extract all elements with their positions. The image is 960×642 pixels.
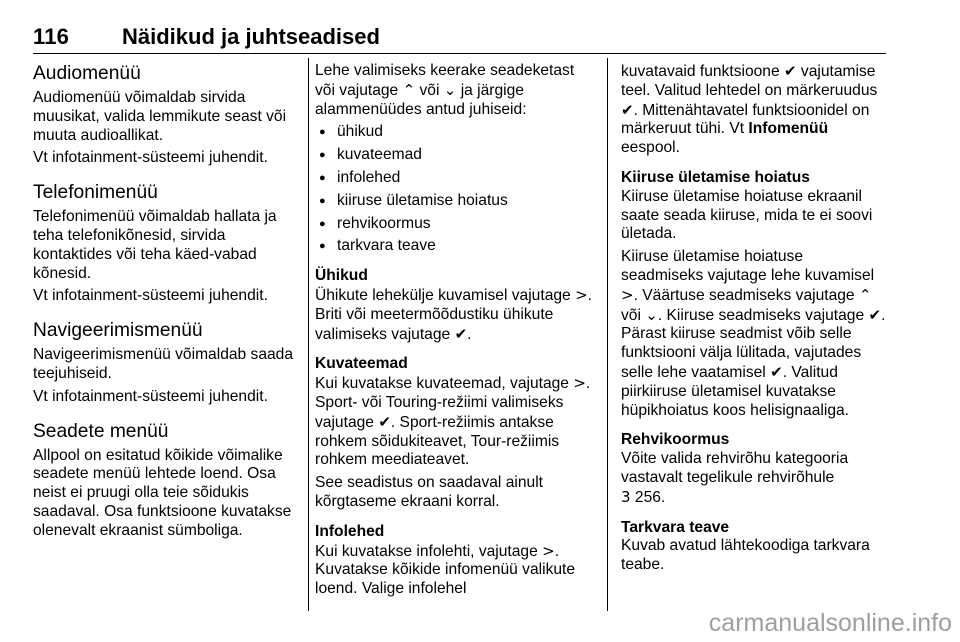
subsection-tire-load [621,431,887,507]
column-3 [621,62,887,579]
text: . Briti või meetermõõdustiku ühikute valimiseks vajutage [315,286,592,343]
text: . Sport-režiimis antakse rohkem sõidukiteavet, Tour-režiimis rohkem meediateavet. [315,413,560,469]
paragraph: Audiomenüü võimaldab sirvida muusikat, valida lemmikute seast või muuta audioallikat. [33,89,287,144]
settings-pages-list [315,123,594,256]
watermark: carmanualsonline.info [708,609,952,637]
subsection-title: Kuvateemad [315,355,408,373]
section-settings-menu [33,420,301,541]
subsection-title: Rehvikoormus [621,431,730,449]
list-item: ● tarkvara teave [315,237,594,256]
page-header [33,24,886,52]
section-title: Telefonimenüü [33,182,158,204]
chevron-down-icon: ⌄ [443,80,457,99]
section-title: Audiomenüü [33,63,141,84]
paragraph: Vt infotainment-süsteemi juhendit. [33,287,268,305]
checkmark-icon: ✔ [770,362,783,381]
column-divider-2 [607,58,608,611]
list-item: ● ühikud [315,123,594,142]
text: . Sport- või Touring-režiimi valimiseks vajutage [315,375,591,431]
list-item: ● infolehed [315,169,594,188]
text: Kui kuvatakse infolehti, vajutage [315,542,538,560]
list-item: ● rehvikoormus [315,215,594,234]
text: või [621,306,641,324]
text: Võite valida rehvirõhu kategooria vastavalt tegelikule rehvirõhule [621,450,849,486]
checkmark-icon: ✔ [378,412,391,431]
paragraph: See seadistus on saadaval ainult kõrgtaseme ekraani korral. [315,474,543,510]
text: Ühikute lehekülje kuvamisel vajutage [315,286,571,304]
section-audio-menu [33,62,301,168]
section-phone-menu [33,181,301,306]
text: . Kuvatakse kõikide infomenüü valikute loend. Valige infolehel [315,542,576,598]
text: . Valitud piirkiiruse ületamisel kuvatakse hüpikhoiatus koos helisignaaliga. [621,363,849,419]
paragraph [315,542,594,599]
checkmark-icon: ✔ [621,100,634,119]
subsection-software-info [621,519,887,575]
subsection-speed-warning [621,169,887,420]
chevron-right-icon: > [621,285,634,304]
paragraph [621,450,887,507]
text: Kui kuvatakse kuvateemad, vajutage [315,375,569,393]
paragraph [621,248,887,420]
subsection-title: Tarkvara teave [621,518,730,536]
header-rule [33,53,886,54]
chevron-right-icon: > [575,285,588,304]
subsection-title: Ühikud [315,267,368,285]
chevron-right-icon: > [573,374,586,393]
subsection-title: Kiiruse ületamise hoiatus [621,168,810,186]
chevron-right-icon: > [542,541,555,560]
list-item: ● kuvateemad [315,146,594,165]
chevron-up-icon: ⌃ [858,285,872,304]
paragraph [315,374,594,470]
checkmark-icon: ✔ [454,324,468,343]
paragraph [315,286,594,344]
paragraph: Kiiruse ületamise hoiatuse ekraanil saate seada kiiruse, mida te ei soovi ületada. [621,187,873,243]
text: . Kiiruse seadmiseks vajutage [657,306,865,324]
paragraph: Allpool on esitatud kõikide võimalike seadete menüü lehtede loend. Osa neist ei pruugi olla teie sõidukis saadaval. Osa funktsioone kuvatakse olenevalt ekraanist sümboliga. [33,446,292,539]
column-divider-1 [308,58,309,611]
subsection-themes [315,355,594,511]
chevron-up-icon: ⌃ [402,80,416,99]
subsection-info-pages [315,523,594,599]
text: Kiiruse ületamise hoiatuse seadmiseks vajutage lehe kuvamisel [621,248,875,284]
paragraph: Vt infotainment-süsteemi juhendit. [33,149,268,167]
subsection-title: Infolehed [315,522,385,540]
checkmark-icon: ✔ [868,305,882,324]
section-title: Seadete menüü [33,420,169,442]
section-navigation-menu [33,319,301,406]
page-reference: 256. [634,488,666,506]
cross-reference: Infomenüü [748,120,829,138]
page-number: 116 [33,24,70,49]
paragraph [315,62,594,119]
page-reference-icon: 3 [621,487,631,506]
section-title: Navigeerimismenüü [33,320,203,342]
chapter-title: Näidikud ja juhtseadised [122,24,380,49]
text: Lehe valimiseks keerake seadeketast või vajutage [315,62,575,99]
text: . Pärast kiiruse seadmist võib selle funktsiooni välja lülitada, vajutades selle lehe vaatamisel [621,306,886,381]
column-2 [315,62,594,603]
text: eespool. [621,139,680,157]
paragraph: Kuvab avatud lähtekoodiga tarkvara teabe. [621,537,870,574]
text: . Mittenähtavatel funktsioonidel on märkeruut tühi. Vt [621,101,870,138]
text: või [419,81,440,99]
checkmark-icon: ✔ [783,62,797,80]
text: . [467,325,472,343]
subsection-units [315,267,594,344]
paragraph: Vt infotainment-süsteemi juhendit. [33,387,268,405]
chevron-down-icon: ⌄ [645,305,658,324]
text: vajutamise teel. Valitud lehtedel on märkeruudus [621,63,878,99]
paragraph [621,62,887,158]
text: ja järgige alammenüüdes antud juhiseid: [315,81,527,118]
text: . Väärtuse seadmiseks vajutage [633,286,855,304]
paragraph: Telefonimenüü võimaldab hallata ja teha telefonikõnesid, sirvida kontaktides või teha käed-vabad kõnesid. [33,208,277,282]
column-1 [33,62,301,545]
list-item: ● kiiruse ületamise hoiatus [315,192,594,211]
text: kuvatavaid funktsioone [621,63,780,80]
paragraph: Navigeerimismenüü võimaldab saada teejuhiseid. [33,346,294,382]
